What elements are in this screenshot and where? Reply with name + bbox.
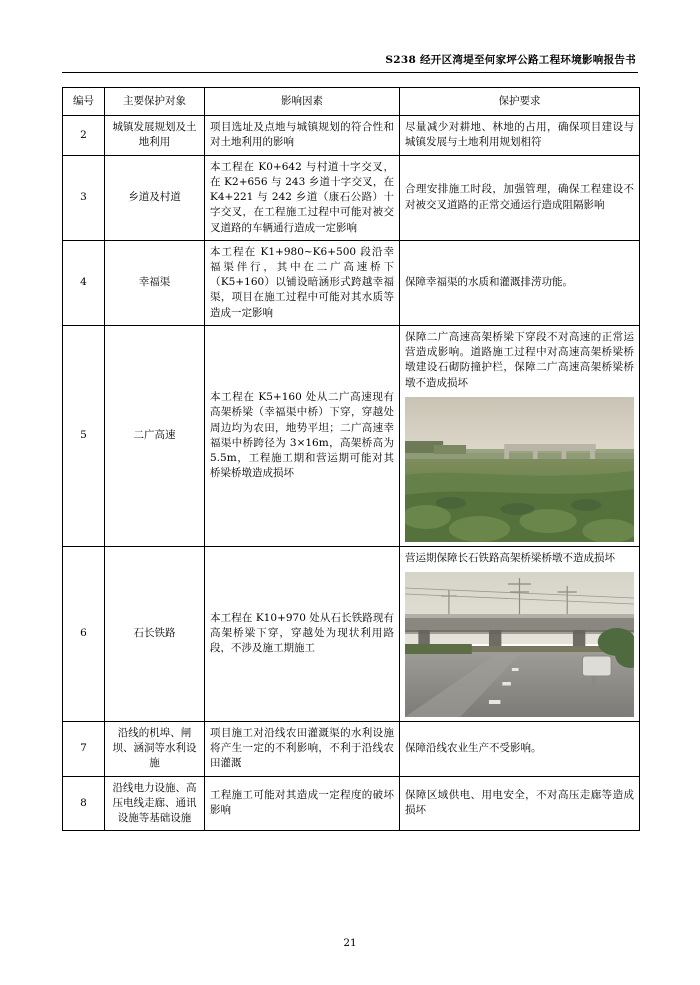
row-factor: 工程施工可能对其造成一定程度的破坏影响: [205, 776, 400, 831]
row-no: 3: [63, 155, 105, 240]
row-object: 幸福渠: [105, 240, 205, 325]
row-factor: 本工程在 K1+980~K6+500 段沿幸福渠伴行，其中在二广高速桥下（K5+160）以铺设暗涵形式跨越幸福渠，项目在施工过程中可能对其水质等造成一定影响: [205, 240, 400, 325]
highway-overpass-photo: [405, 397, 634, 542]
row-no: 5: [63, 325, 105, 546]
table-row: [63, 325, 640, 546]
row-object: 城镇发展规划及土地利用: [105, 116, 205, 155]
row-no: 6: [63, 546, 105, 721]
row-object: 沿线电力设施、高压电线走廊、通讯设施等基础设施: [105, 776, 205, 831]
row-requirement: [400, 325, 640, 546]
row-factor: 本工程在 K10+970 处从石长铁路现有高架桥梁下穿，穿越处为现状利用路段，不涉及施工期施工: [205, 546, 400, 721]
row-factor: 项目施工对沿线农田灌溉渠的水利设施将产生一定的不利影响，不利于沿线农田灌溉: [205, 721, 400, 776]
table-header-row: [63, 88, 640, 116]
requirement-text: 保障二广高速高架桥梁下穿段不对高速的正常运营造成影响。道路施工过程中对高速高架桥梁桥墩建设石砌防撞护栏，保障二广高速高架桥梁桥墩不造成损坏: [405, 330, 634, 389]
table-row: [63, 776, 640, 831]
table-row: [63, 116, 640, 155]
column-header-requirement: 保护要求: [400, 88, 640, 116]
railway-bridge-photo: [405, 572, 634, 717]
page-number: 21: [343, 937, 357, 949]
table-row: [63, 721, 640, 776]
column-header-object: 主要保护对象: [105, 88, 205, 116]
row-no: 4: [63, 240, 105, 325]
row-requirement: 保障沿线农业生产不受影响。: [400, 721, 640, 776]
table-row: [63, 546, 640, 721]
row-object: 二广高速: [105, 325, 205, 546]
header-divider: [62, 72, 638, 73]
page-header: S238 经开区湾堤至何家坪公路工程环境影响报告书: [385, 54, 636, 66]
column-header-no: 编号: [63, 88, 105, 116]
row-no: 7: [63, 721, 105, 776]
column-header-factor: 影响因素: [205, 88, 400, 116]
row-factor: 项目选址及点地与城镇规划的符合性和对土地利用的影响: [205, 116, 400, 155]
row-object: 石长铁路: [105, 546, 205, 721]
row-object: 乡道及村道: [105, 155, 205, 240]
requirement-text: 营运期保障长石铁路高架桥梁桥墩不造成损坏: [405, 551, 615, 564]
railway-bridge-photo-image: [405, 572, 634, 717]
row-no: 2: [63, 116, 105, 155]
row-requirement: 合理安排施工时段，加强管理，确保工程建设不对被交叉道路的正常交通运行造成阻隔影响: [400, 155, 640, 240]
row-no: 8: [63, 776, 105, 831]
table-row: [63, 155, 640, 240]
row-object: 沿线的机埠、闸坝、涵洞等水利设施: [105, 721, 205, 776]
row-requirement: 尽量减少对耕地、林地的占用，确保项目建设与城镇发展与土地利用规划相符: [400, 116, 640, 155]
row-factor: 本工程在 K0+642 与村道十字交叉，在 K2+656 与 243 乡道十字交叉，在 K4+221 与 242 乡道（康石公路）十字交叉，在工程施工过程中可能对被交叉道路的车辆通行造成一定影响: [205, 155, 400, 240]
row-factor: 本工程在 K5+160 处从二广高速现有高架桥梁（幸福渠中桥）下穿，穿越处周边均为农田，地势平坦；二广高速幸福渠中桥跨径为 3×16m，高架桥高为 5.5m，工程施工期和营运期可能对其桥梁桥墩造成损坏: [205, 325, 400, 546]
table-row: [63, 240, 640, 325]
highway-overpass-photo-image: [405, 397, 634, 542]
row-requirement: 保障幸福渠的水质和灌溉排涝功能。: [400, 240, 640, 325]
row-requirement: [400, 546, 640, 721]
protection-table: [62, 87, 640, 831]
row-requirement: 保障区域供电、用电安全，不对高压走廊等造成损坏: [400, 776, 640, 831]
